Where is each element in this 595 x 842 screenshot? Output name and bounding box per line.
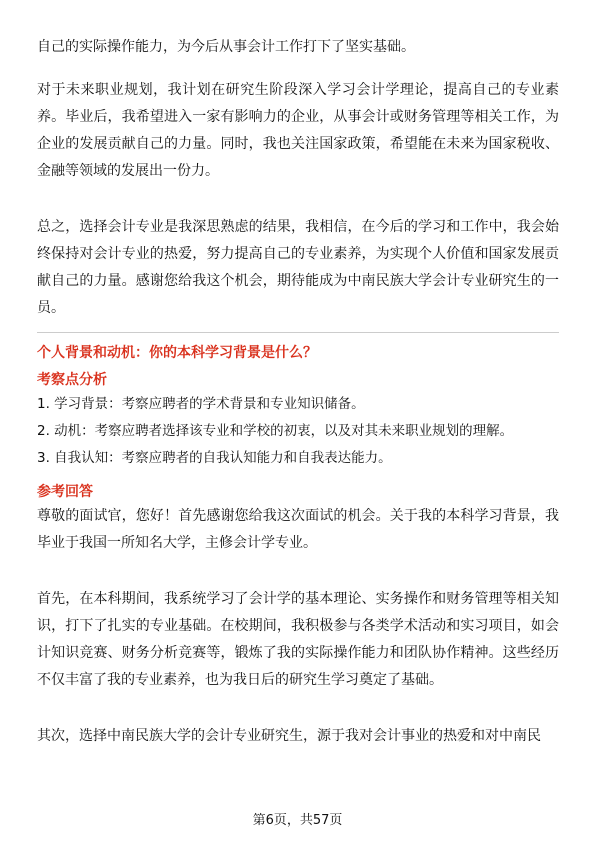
- paragraph-summary: 总之，选择会计专业是我深思熟虑的结果，我相信，在今后的学习和工作中，我会始终保持对会计专业的热爱，努力提高自己的专业素养，为实现个人价值和国家发展贡献自己的力量。感谢您给我这个机会，期待能成为中南民族大学会计专业研究生的一员。: [37, 219, 559, 316]
- answer-paragraph: 其次，选择中南民族大学的会计专业研究生，源于我对会计事业的热爱和对中南民: [37, 728, 541, 744]
- answer-paragraph: 首先，在本科期间，我系统学习了会计学的基本理论、实务操作和财务管理等相关知识，打下了扎实的专业基础。在校期间，我积极参与各类学术活动和实习项目，如会计知识竞赛、财务分析竞赛等，锻炼了我的实际操作能力和团队协作精神。这些经历不仅丰富了我的专业素养，也为我日后的研究生学习奠定了基础。: [37, 591, 559, 688]
- analysis-point: 3. 自我认知：考察应聘者的自我认知能力和自我表达能力。: [37, 450, 392, 466]
- paragraph-intro-tail: 自己的实际操作能力，为今后从事会计工作打下了坚实基础。: [37, 39, 415, 55]
- document-page: [37, 0, 559, 750]
- analysis-point: 1. 学习背景：考察应聘者的学术背景和专业知识储备。: [37, 396, 365, 412]
- page-number: 第6页，共57页: [252, 813, 343, 828]
- paragraph-career-plan: 对于未来职业规划，我计划在研究生阶段深入学习会计学理论，提高自己的专业素养。毕业后，我希望进入一家有影响力的企业，从事会计或财务管理等相关工作，为企业的发展贡献自己的力量。同时，我也关注国家政策，希望能在未来为国家税收、金融等领域的发展出一份力。: [37, 82, 559, 179]
- section-divider: [37, 332, 559, 333]
- analysis-heading: 考察点分析: [37, 372, 107, 388]
- answer-paragraph: 尊敬的面试官，您好！首先感谢您给我这次面试的机会。关于我的本科学习背景，我毕业于我国一所知名大学，主修会计学专业。: [37, 508, 559, 551]
- question-heading: 个人背景和动机：你的本科学习背景是什么？: [37, 345, 317, 361]
- answer-heading: 参考回答: [37, 484, 93, 500]
- analysis-point: 2. 动机：考察应聘者选择该专业和学校的初衷，以及对其未来职业规划的理解。: [37, 423, 514, 439]
